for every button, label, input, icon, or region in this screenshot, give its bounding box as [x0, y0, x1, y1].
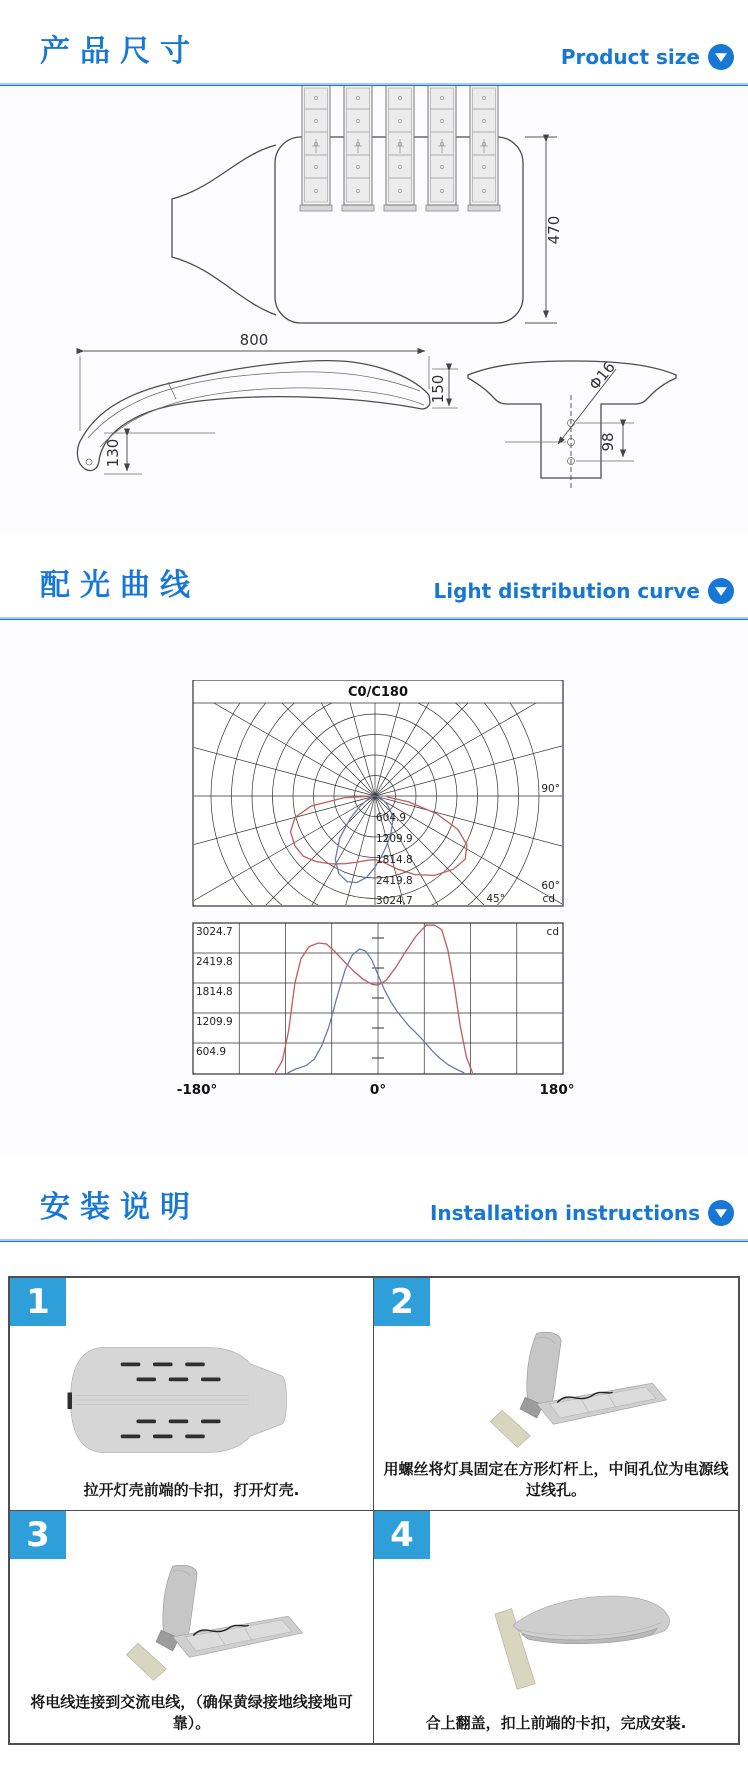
step-4-illustration	[382, 1561, 730, 1704]
dim-470: 470	[545, 215, 563, 245]
svg-text:180°: 180°	[539, 1082, 575, 1098]
section-header-light-curve	[0, 534, 748, 616]
section-header-product-size	[0, 0, 748, 82]
step-caption: 合上翻盖，扣上前端的卡扣，完成安装.	[425, 1714, 687, 1732]
step-caption: 将电线连接到交流电线，（确保黄绿接地线接地可靠）。	[30, 1693, 353, 1732]
svg-text:604.9: 604.9	[376, 812, 407, 824]
dim-150: 150	[429, 374, 447, 404]
svg-text:2419.8: 2419.8	[376, 875, 413, 887]
section-header-installation	[0, 1156, 748, 1238]
installation-step-3	[10, 1511, 374, 1743]
dim-pole-diameter: Φ16	[585, 358, 619, 394]
svg-text:1209.9: 1209.9	[196, 1016, 233, 1028]
bottom-whitespace	[0, 1745, 748, 1785]
installation-step-2	[374, 1278, 738, 1511]
dim-800: 800	[239, 331, 269, 349]
step-number-badge: 4	[374, 1511, 430, 1559]
step-number-badge: 1	[10, 1278, 66, 1326]
top-view-drawing	[172, 86, 563, 323]
polar-angle-90: 90°	[541, 783, 560, 795]
light-distribution-charts	[0, 620, 748, 1156]
arrow-down-circle-icon[interactable]	[708, 578, 734, 604]
svg-text:1814.8: 1814.8	[196, 986, 233, 998]
end-view-drawing	[468, 358, 676, 488]
installation-step-4	[374, 1511, 738, 1743]
dim-hole-pitch: 98	[599, 432, 617, 452]
cartesian-diagram	[193, 923, 563, 1074]
step-3-illustration	[18, 1561, 365, 1683]
step-caption: 拉开灯壳前端的卡扣，打开灯壳.	[83, 1481, 300, 1499]
arrow-down-circle-icon[interactable]	[708, 1200, 734, 1226]
step-1-illustration	[18, 1328, 365, 1471]
svg-text:0°: 0°	[369, 1082, 387, 1098]
section-divider	[0, 1239, 748, 1242]
step-number-badge: 2	[374, 1278, 430, 1326]
installation-title-zh: 安装说明	[40, 1190, 200, 1225]
installation-steps-grid	[8, 1276, 740, 1745]
polar-title: C0/C180	[347, 685, 409, 700]
cartesian-x-tick-labels	[177, 1082, 575, 1098]
step-number-badge: 3	[10, 1511, 66, 1559]
product-size-drawings	[0, 86, 748, 534]
cartesian-unit-cd: cd	[546, 926, 559, 938]
svg-text:-180°: -180°	[176, 1082, 218, 1098]
installation-step-1	[10, 1278, 374, 1511]
step-caption: 用螺丝将灯具固定在方形灯杆上，中间孔位为电源线过线孔。	[383, 1460, 729, 1499]
light-curve-title-zh: 配光曲线	[40, 568, 200, 603]
installation-title-en: Installation instructions	[429, 1201, 700, 1225]
side-view-drawing	[77, 331, 458, 474]
step-2-illustration	[382, 1328, 730, 1450]
polar-angle-60: 60°	[541, 880, 560, 892]
svg-text:3024.7: 3024.7	[196, 926, 233, 938]
svg-text:3024.7: 3024.7	[376, 895, 413, 907]
product-size-title-en: Product size	[560, 45, 700, 69]
svg-text:1814.8: 1814.8	[376, 854, 413, 866]
svg-text:604.9: 604.9	[196, 1046, 227, 1058]
polar-unit-cd: cd	[542, 893, 555, 905]
svg-text:2419.8: 2419.8	[196, 956, 233, 968]
light-curve-title-en: Light distribution curve	[433, 579, 700, 603]
arrow-down-circle-icon[interactable]	[708, 44, 734, 70]
product-size-title-zh: 产品尺寸	[40, 34, 200, 69]
svg-text:1209.9: 1209.9	[376, 833, 413, 845]
polar-angle-45: 45°	[486, 893, 505, 905]
dim-130: 130	[104, 438, 122, 468]
